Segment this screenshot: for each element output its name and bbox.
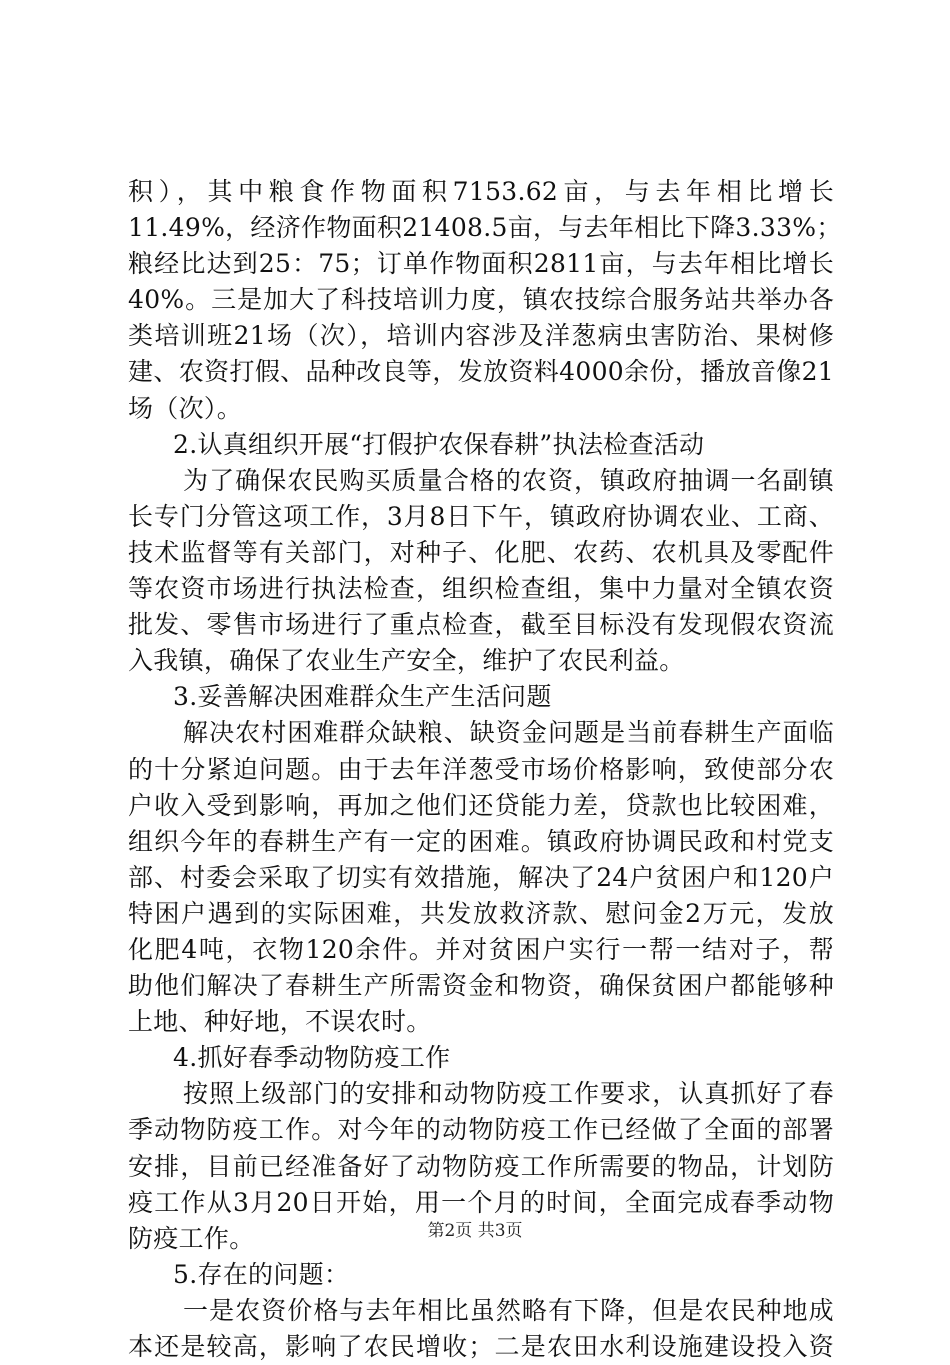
section-heading: 3.妥善解决困难群众生产生活问题 [173,682,552,712]
page-footer: 第2页 共3页 [427,1221,523,1241]
body-line: 场（次）。 [128,393,243,423]
body-line: 本还是较高，影响了农民增收；二是农田水利设施建设投入资 [128,1332,834,1361]
body-line: 疫工作从3月20日开始，用一个月的时间，全面完成春季动物 [128,1187,834,1217]
body-line: 11.49%，经济作物面积21408.5亩，与去年相比下降3.33%； [128,213,842,243]
body-line: 特困户遇到的实际困难，共发放救济款、慰问金2万元，发放 [128,898,834,928]
body-line: 技术监督等有关部门，对种子、化肥、农药、农机具及零配件 [128,537,834,567]
body-line: 入我镇，确保了农业生产安全，维护了农民利益。 [128,646,685,676]
body-line: 类培训班21场（次），培训内容涉及洋葱病虫害防治、果树修 [128,321,834,351]
paragraph-first-line: 解决农村困难群众缺粮、缺资金问题是当前春耕生产面临 [183,718,834,748]
body-line: 助他们解决了春耕生产所需资金和物资，确保贫困户都能够种 [128,971,834,1001]
paragraph-first-line: 一是农资价格与去年相比虽然略有下降，但是农民种地成 [183,1295,834,1325]
document-body [128,174,842,1365]
body-line: 防疫工作。 [128,1223,255,1253]
body-line: 批发、零售市场进行了重点检查，截至目标没有发现假农资流 [128,610,834,640]
body-line: 组织今年的春耕生产有一定的困难。镇政府协调民政和村党支 [128,826,834,856]
body-line: 季动物防疫工作。对今年的动物防疫工作已经做了全面的部署 [128,1115,834,1145]
body-line: 户收入受到影响，再加之他们还贷能力差，贷款也比较困难， [128,790,834,820]
body-line: 积），其中粮食作物面积7153.62亩，与去年相比增长 [128,177,834,206]
body-line: 建、农资打假、品种改良等，发放资料4000余份，播放音像21 [128,357,834,387]
body-line: 上地、种好地，不误农时。 [128,1007,432,1037]
body-line: 部、村委会采取了切实有效措施，解决了24户贫困户和120户 [128,862,834,892]
body-line: 安排，目前已经准备好了动物防疫工作所需要的物品，计划防 [128,1151,834,1181]
body-line: 40%。三是加大了科技培训力度，镇农技综合服务站共举办各 [128,285,834,315]
paragraph-first-line: 按照上级部门的安排和动物防疫工作要求，认真抓好了春 [183,1079,834,1109]
body-line: 化肥4吨，衣物120余件。并对贫困户实行一帮一结对子，帮 [128,934,834,964]
paragraph-first-line: 为了确保农民购买质量合格的农资，镇政府抽调一名副镇 [183,465,834,495]
body-line: 长专门分管这项工作，3月8日下午，镇政府协调农业、工商、 [128,501,834,531]
body-line: 等农资市场进行执法检查，组织检查组，集中力量对全镇农资 [128,574,834,604]
section-heading: 5.存在的问题： [173,1259,350,1289]
body-line: 的十分紧迫问题。由于去年洋葱受市场价格影响，致使部分农 [128,754,834,784]
body-line: 粮经比达到25：75；订单作物面积2811亩，与去年相比增长 [128,249,834,279]
section-heading: 4.抓好春季动物防疫工作 [173,1043,451,1073]
section-heading: 2.认真组织开展“打假护农保春耕”执法检查活动 [173,429,705,459]
